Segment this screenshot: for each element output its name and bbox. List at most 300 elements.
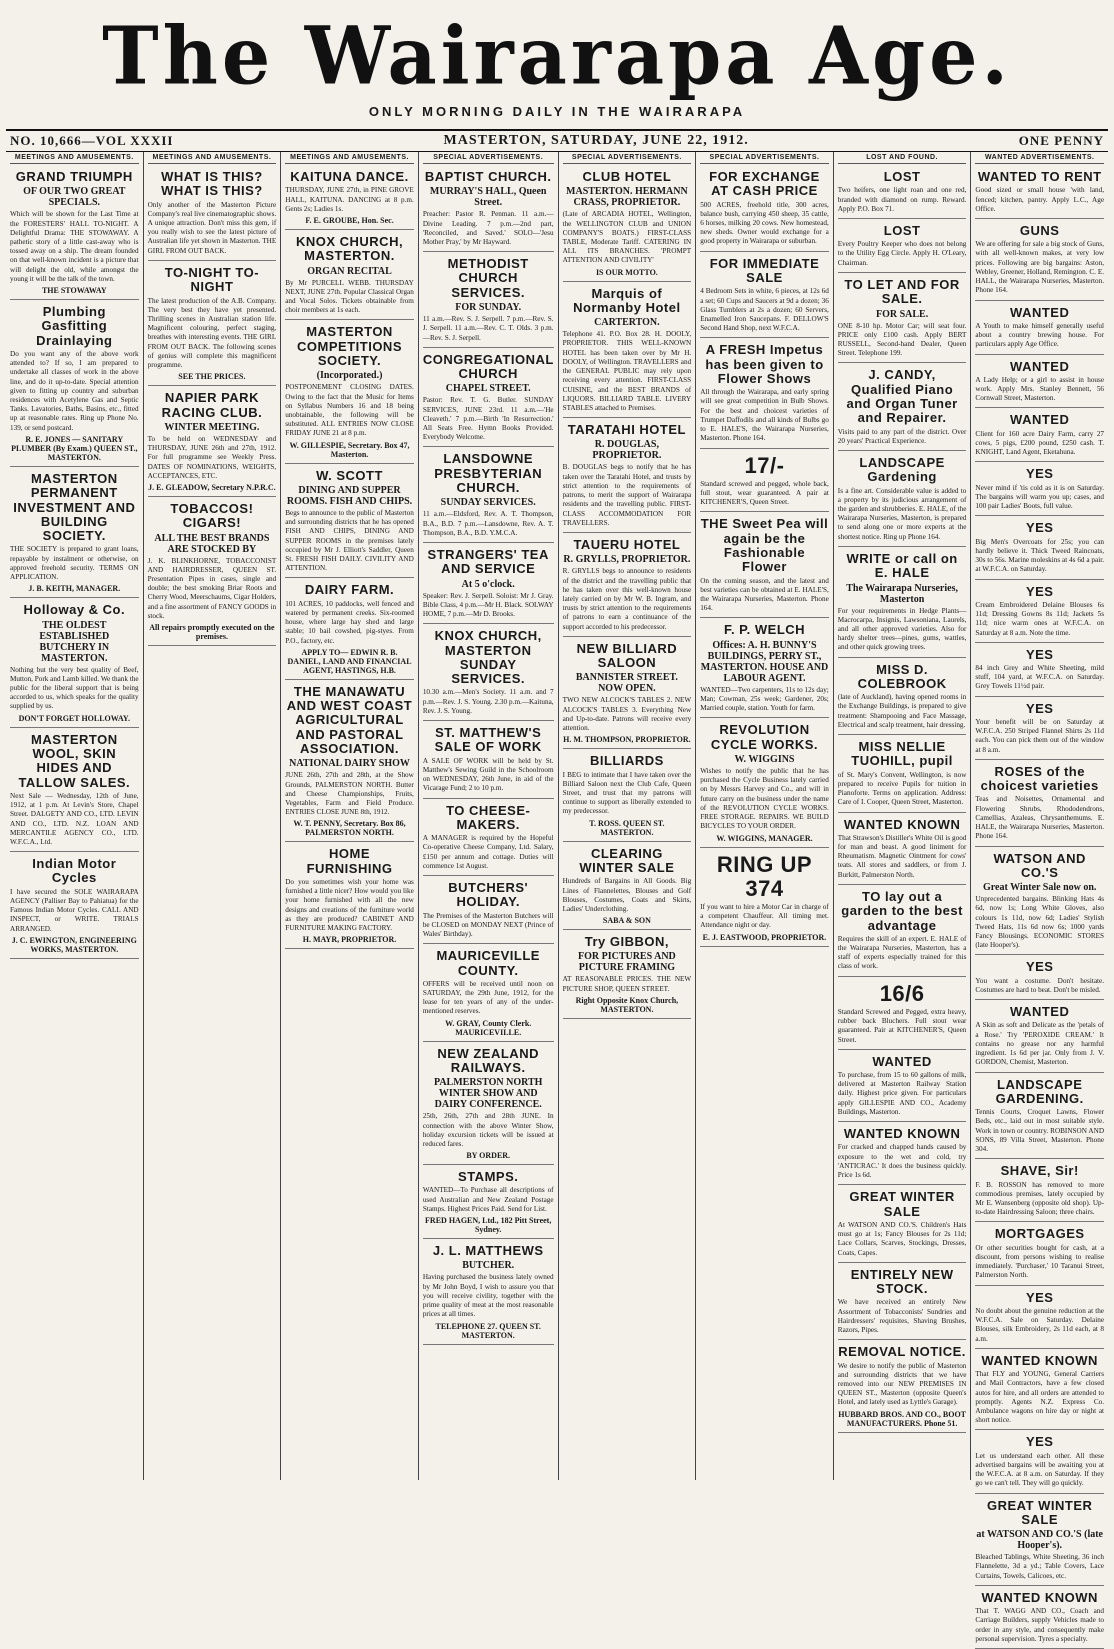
advertisement [423, 167, 554, 252]
ad-title: REVOLUTION CYCLE WORKS. [710, 722, 819, 752]
ad-title: MASTERTON COMPETITIONS SOCIETY. [297, 324, 402, 369]
ad-title: GRAND TRIUMPH [15, 169, 133, 184]
ad-title: WANTED [1010, 304, 1070, 320]
ad-body: You want a costume. Don't hesitate. Costumes are hard to beat. Don't be misled. [975, 976, 1105, 994]
advertisement [975, 957, 1104, 1000]
ad-title: J. CANDY, Qualified Piano and Organ Tuner and Repairer. [846, 367, 958, 426]
ad-signature: T. ROSS. QUEEN ST. MASTERTON. [589, 818, 665, 837]
ad-title: MORTGAGES [994, 1226, 1085, 1242]
ad-title: TO lay out a garden to the best advantage [841, 888, 963, 933]
advertisement [838, 167, 967, 219]
column-heading: MEETINGS AND AMUSEMENTS. [10, 154, 139, 164]
advertisement [975, 303, 1104, 355]
ad-title: Plumbing Gasfitting Drainlaying [36, 304, 113, 348]
ad-title: MAURICEVILLE COUNTY. [436, 948, 540, 978]
masthead-title: The Wairarapa Age. [102, 8, 1012, 102]
ad-body: Visits paid to any part of the district. Over 20 years' Practical Experience. [837, 427, 967, 445]
ad-body: Next Sale — Wednesday, 12th of June, 1912, at 1 p.m. At Levin's Store, Chapel Street. DALGETY AND CO., LTD. LEVIN AND CO., LTD. N.Z. LOAN AND MERCANTILE AGENCY CO., LTD. W.F.C.A., Ltd. [10, 791, 139, 846]
ad-body: Do you want any of the above work attended to? If so, I am prepared to undertake all classes of work in the above line, and do it up-to-date. Special attention given to fitting up country and suburban residences with Acetylene Gas and Septic Tanks. Lavatories, Baths, Basins, etc., fitted up at reasonable rates. Ring up Phone No. 139, or send postcard. [10, 349, 139, 432]
ad-body: To be held on WEDNESDAY and THURSDAY, JUNE 26th and 27th, 1912. For full programme see Weekly Press. DATES OF NOMINATIONS, WEIGHTS, ACCEPTANCES, ETC. [147, 434, 277, 480]
column-heading: MEETINGS AND AMUSEMENTS. [148, 154, 277, 164]
ad-subtitle: CHAPEL STREET. [445, 383, 531, 395]
advertisement [423, 946, 554, 1041]
advertisement [975, 464, 1104, 516]
ad-body: POSTPONEMENT CLOSING DATES. Owing to the fact that the Music for Items on Syllabus Numbers 16 and 18 being unobtainable, the following will be substituted. ALL ENTRIES NOW CLOSE FRIDAY JUNE 21 at 8 p.m. [285, 383, 414, 438]
advertisement [700, 167, 829, 252]
ad-title: WANTED KNOWN [981, 1352, 1098, 1368]
ad-title: CLEARING WINTER SALE [579, 845, 675, 875]
ad-body: Speaker: Rev. J. Serpell. Soloist: Mr J. Gray. Bible Class, 4 p.m.—Mr H. Black. SOLWAY HOME, 7 p.m.—Mr D. Brooks. [422, 591, 554, 618]
advertisement [700, 451, 829, 513]
ad-body: The latest production of the A.B. Company. The very best they have yet presented. Thrilling scenes in Australian station life. Magnificent colouring, perfect staging, breathes with interesting events. THE GIRL FROM OUT BACK. The following scenes of genius will complete this magnificent programme. [147, 296, 277, 370]
ad-title: HOME FURNISHING [306, 846, 393, 876]
ad-title: TAUERU HOTEL [573, 537, 681, 552]
ad-title: STAMPS. [458, 1169, 519, 1185]
ad-signature: W. WIGGINS, MANAGER. [716, 833, 813, 843]
ad-title: KNOX CHURCH, MASTERTON SUNDAY SERVICES. [434, 628, 542, 687]
ad-body: Only another of the Masterton Picture Company's real live cinematographic shows. A unique attraction. Don't miss this gem, if you really wish to see the latest picture of Australian life yet shown in Masterton. THE GIRL FROM OUT BACK. [147, 200, 277, 255]
advertisement [10, 854, 139, 959]
ad-title: YES [1025, 700, 1054, 716]
ad-body: THE SOCIETY is prepared to grant loans, repayable by instalment or otherwise, on approved freehold security. TERMS ON APPLICATION. [10, 545, 139, 582]
ad-signature: THE STOWAWAY [41, 286, 107, 296]
ad-title: REMOVAL NOTICE. [838, 1344, 966, 1360]
ad-title: YES [1025, 583, 1054, 599]
ad-body: We desire to notify the public of Masterton and surrounding districts that we have removed into our NEW PREMISES IN QUEEN ST., Masterton (opposite Queen's Hotel, and lately used as Lyttle's Garage). [837, 1361, 967, 1407]
ad-subtitle: BANNISTER STREET. NOW OPEN. [575, 672, 678, 695]
ad-title: YES [1025, 959, 1054, 975]
ad-body: That T. WAGG AND CO., Coach and Carriage Builders, supply Vehicles made to order in any style, and consequently make personal supervision. Tyres a specialty. [975, 1607, 1105, 1643]
ad-body: R. GRYLLS begs to announce to residents of the district and the travelling public that he has taken over this well-known house lately carried on by Mr W. B. Ingram, and trusts by strict attention to the requirements of patrons to earn a continuance of the support accorded to his predecessor. [562, 567, 692, 631]
ad-body: A Skin as soft and Delicate as the 'petals of a Rose.' Try 'PEROXIDE CREAM.' It contains no grease nor any harmful ingredient. 1s 6d per jar. Only from J. V. GORDON, Chemist, Masterton. [975, 1021, 1105, 1067]
ad-title: FOR EXCHANGE AT CASH PRICE [709, 169, 820, 199]
column-8 [971, 152, 1108, 1643]
dateline: MASTERTON, SATURDAY, JUNE 22, 1912. [443, 133, 749, 148]
advertisement [975, 699, 1104, 760]
advertisement [975, 221, 1104, 301]
ad-body: We have received an entirely New Assortment of Tobacconists' Sundries and Hairdressers' requisites, Shaving Brushes, Razors, Pipes. [837, 1298, 967, 1335]
ad-title: 16/6 [879, 980, 925, 1006]
ad-subtitle: R. DOUGLAS, PROPRIETOR. [592, 439, 662, 462]
ad-body: All through the Wairarapa, and early spring will see great competition in Bulb Shows. For the best and choicest varieties of Trumpet Daffodils and all kinds of Bulbs go to E. HALE'S, the Wairarapa Nurseries, Masterton. Phone 164. [700, 388, 829, 443]
advertisement [10, 730, 139, 853]
issue-number: NO. 10,666—VOL XXXII [10, 133, 174, 148]
ad-title: ENTIRELY NEW STOCK. [850, 1266, 954, 1297]
ad-title: YES [1025, 646, 1054, 662]
ad-signature: E. J. EASTWOOD, PROPRIETOR. [702, 932, 827, 942]
ad-body: Wishes to notify the public that he has purchased the Cycle Business lately carried on by Messrs Harvey and Co., and will in future carry on the business under the name of the REVOLUTION CYCLE WORKS. FREE STORAGE. REPAIRS. WE BUILD BICYCLES TO YOUR ORDER. [700, 767, 829, 831]
ad-body: I have secured the SOLE WAIRARAPA AGENCY (Palliser Bay to Pahiatua) for the Famous Indian Motor Cycles. CALL AND INSPECT, or WRITE. TRIALS ARRANGED. [10, 887, 139, 933]
ad-body: On the coming season, and the latest and best varieties can be obtained at E. HALE'S, the Wairarapa Nurseries, Masterton. Phone 164. [700, 576, 829, 613]
ad-body: No doubt about the genuine reduction at the W.F.C.A. Sale on Saturday. Delaine Blouses, silk Embroidery, 2s 11d each, at 8 a.m. [975, 1306, 1105, 1343]
advertisement [975, 1002, 1104, 1072]
advertisement [975, 1432, 1104, 1493]
ad-title: WANTED KNOWN [843, 1126, 961, 1142]
advertisement [700, 720, 829, 847]
ad-title: LANSDOWNE PRESBYTERIAN CHURCH. [434, 451, 543, 495]
column-6 [696, 152, 834, 1480]
ad-title: STRANGERS' TEA AND SERVICE [427, 546, 549, 577]
column-3 [281, 152, 419, 1480]
ad-signature: H. M. THOMPSON, PROPRIETOR. [563, 735, 691, 745]
column-heading: SPECIAL ADVERTISEMENTS. [423, 154, 554, 164]
ad-signature: W. T. PENNY, Secretary. Box 86, PALMERSTON NORTH. [293, 819, 406, 838]
column-5 [559, 152, 697, 1480]
advertisement [838, 275, 967, 363]
ad-title: CLUB HOTEL [582, 169, 672, 184]
ad-title: WANTED [1010, 358, 1070, 374]
ad-body: 101 ACRES, 10 paddocks, well fenced and watered by permanent creeks. Six-roomed house, where large hay shed and large stable; 10 bail cowshed, pig-styes. From P.O., factory, etc. [285, 599, 414, 645]
ad-title: FOR IMMEDIATE SALE [709, 255, 820, 285]
column-heading: WANTED ADVERTISEMENTS. [975, 154, 1104, 164]
ad-body: Do you sometimes wish your home was furnished a little nicer? How would you like your home furnished with all the new designs and creations of the furniture world as they are produced? CABINET AND FURNITURE MAKING FACTORY. [285, 878, 414, 933]
ad-signature: Right Opposite Knox Church, MASTERTON. [575, 995, 679, 1014]
ad-signature: J. B. KEITH, MANAGER. [28, 584, 121, 594]
ad-subtitle: R. GRYLLS, PROPRIETOR. [563, 554, 691, 566]
ad-title: METHODIST CHURCH SERVICES. [447, 256, 529, 300]
ad-title: YES [1025, 1434, 1054, 1450]
ad-body: For your requirements in Hedge Plants—Macrocarpa, Insignis, Lawsoniana, Laurels, and all other approved varieties. Also for hardy shelter trees—pines, gums, wattles, and other quick growing trees. [837, 606, 967, 652]
ad-title: MASTERTON PERMANENT INVESTMENT AND BUILDING SOCIETY. [13, 470, 136, 544]
advertisement [975, 518, 1104, 579]
advertisement [700, 850, 829, 947]
ad-body: By Mr PURCELL WEBB. THURSDAY NEXT, JUNE 27th. Popular Classical Organ and Vocal Solos. Tickets obtainable from choir members at 1s each. [285, 278, 414, 315]
ad-subtitle: FOR PICTURES AND PICTURE FRAMING [577, 951, 676, 974]
advertisement [975, 645, 1104, 697]
ad-title: WANTED TO RENT [977, 169, 1102, 184]
ad-body: 84 inch Grey and White Sheeting, mild stuff, 104 yard, at W.F.C.A. on Saturday. Grey Towels 11½d pair. [975, 664, 1105, 691]
ad-title: WANTED KNOWN [981, 1589, 1098, 1605]
ad-body: Telephone 41. P.O. Box 28. H. DOOLY, PROPRIETOR. THIS WELL-KNOWN HOTEL has been taken over by Mr H. DOOLY, of Wellington. TRAVELLERS and the GENERAL PUBLIC may rely upon receiving every attention. FIRST-CLASS CUISINE, and the BEST BRANDS of LIQUORS. BILLIARD TABLE. LIVERY STABLES attached to Premises. [562, 330, 692, 412]
advertisement [838, 549, 967, 658]
ad-body: Which will be shown for the Last Time at the FORESTERS' HALL TO-NIGHT. A Delightful Drama: THE STOWAWAY. A pathetic story of a little cast-away who is tossed away on a ship. The dream founded on that well-known incident is a picture that will delight the old, while amongst the young it will be the talk of the town. [10, 210, 139, 283]
ad-body: OFFERS will be received until noon on SATURDAY, the 29th June, 1912, for the lease for ten years of any of the under-mentioned reserves. [422, 979, 554, 1016]
ad-body: Teas and Noisettes, Ornamental and Flowering Shrubs, Rhododendrons, Camellias, Azaleas, Chrysanthemums. E. HALE, the Wairarapa Nurseries, Masterton. Phone 164. [975, 795, 1105, 841]
ad-body: Never mind if 'tis cold as it is on Saturday. The bargains will warm you up; cases, and 100 pair Ladies' Boots, full value. [975, 483, 1105, 511]
ad-body: At WATSON AND CO.'S. Children's Hats must go at 1s; Fancy Blouses for 2s 11d; Lace Collars, Scarves, Stockings, Dresses, Coats, Capes. [837, 1220, 967, 1257]
ad-body: A Lady Help; or a girl to assist in house work. Apply Mrs. Stanley Bennett, 56 Cornwall Street, Masterton. [975, 375, 1105, 403]
ad-body: Bleached Tablings, White Sheeting, 36 inch Flannelette, 3d a yd.; Table Covers, Lace Curtains, Towels, Calicoes, etc. [975, 1553, 1105, 1580]
ad-title: YES [1025, 1289, 1054, 1305]
ad-signature: R. E. JONES — SANITARY PLUMBER (By Exam.) QUEEN ST., MASTERTON. [11, 434, 138, 462]
column-4 [419, 152, 559, 1480]
ad-body: Nothing but the very best quality of Beef, Mutton, Pork and Lamb killed. We thank the public for the liberal support that is being accorded to us, which speaks for the quality supplied by us. [10, 665, 139, 711]
ad-title: MASTERTON WOOL, SKIN HIDES AND TALLOW SALES. [18, 731, 131, 790]
ad-title: GUNS [1019, 222, 1060, 238]
ad-body: Every Poultry Keeper who does not belong to the Utility Egg Circle. Apply H. O'Leary, Chairman. [837, 240, 967, 267]
ad-subtitle: PALMERSTON NORTH WINTER SHOW AND DAIRY CONFERENCE. [433, 1077, 543, 1111]
advertisement [838, 1187, 967, 1262]
advertisement [563, 167, 692, 282]
ad-body: Tennis Courts, Croquet Lawns, Flower Beds, etc., laid out in most suitable style. Work in town or country. ROBINSON AND SONS, 89 Villa Street, Masterton. Phone 304. [975, 1108, 1105, 1154]
ad-title: THE Sweet Pea will again be the Fashionable Flower [700, 516, 829, 575]
ad-body: Is a fine art. Considerable value is added to a property by its judicious arrangement of the garden and shrubberies. E. HALE, of the Wairarapa Nurseries, Masterton, is prepared to send along one or more experts at the shortest notice. Ring up Phone 164. [837, 486, 967, 541]
ad-body: 500 ACRES, freehold title, 300 acres, balance bush, carrying 450 sheep, 35 cattle, 6 horses, milking 20 cows. New homestead, new sheds. Owner would exchange for a good property in Wairarapa or suburban. [700, 200, 829, 246]
ad-body: Pastor: Rev. T. G. Butler. SUNDAY SERVICES, JUNE 23rd. 11 a.m.—'He Cleaveth.' 7 p.m.—Birth 'In Resurrection.' All Seats Free. Hymn Books Provided. Everybody Welcome. [422, 396, 554, 442]
advertisement [423, 449, 554, 543]
ad-subtitle: NATIONAL DAIRY SHOW [289, 758, 410, 770]
ad-body: JUNE 26th, 27th and 28th, at the Show Grounds, PALMERSTON NORTH. Butter and Cheese Championships, Fruits, Vegetables, Farm and Field Produce. ENTRIES CLOSE JUNE 8th, 1912. [285, 771, 414, 817]
ad-body: Standard Screwed and Pegged, extra heavy, rubber back Bluchers. Full stout wear guaranteed. Pair at KITCHENER'S, Queen Street. [837, 1007, 967, 1044]
ad-body: Having purchased the business lately owned by Mr John Boyd, I wish to assure you that you will receive civility, together with the prime quality of meat at the most reasonable prices at all times. [422, 1273, 554, 1319]
advertisement [975, 1224, 1104, 1285]
column-heading: MEETINGS AND AMUSEMENTS. [285, 154, 414, 164]
ad-body: Standard screwed and pegged, whole back, full stout, wear guaranteed. A pair at KITCHENER'S, Queen Street. [700, 479, 829, 507]
ad-title: LANDSCAPE Gardening [859, 455, 945, 485]
advertisement [838, 1124, 967, 1185]
ad-body: Requires the skill of an expert. E. HALE of the Wairarapa Nurseries, Masterton, has a staff of experts especially trained for this class of work. [837, 934, 967, 971]
ad-body: 4 Bedroom Sets in white, 6 pieces, at 12s 6d a set; 60 Cups and Saucers at 9d a dozen; 36 Glass Tumblers at 2s a dozen; 60 Servers, Enamelled Iron Saucepans. F. DELLOW'S Second Hand Shop, next W.F.C.A. [700, 287, 829, 333]
ad-body: Hundreds of Bargains in All Goods. Big Lines of Flannelettes, Blouses and Golf Blouses, Costumes, Coats and Skirts, Ladies' Underclothing. [562, 877, 692, 913]
ad-title: CONGREGATIONAL CHURCH [422, 351, 554, 382]
advertisement [423, 1241, 554, 1344]
ad-title: WRITE or call on E. HALE [846, 550, 958, 581]
ad-title: LANDSCAPE GARDENING. [995, 1076, 1084, 1106]
ad-subtitle: WINTER MEETING. [164, 421, 260, 433]
ad-body: Begs to announce to the public of Masterton and surrounding districts that he has opened FISH AND CHIPS, DINING AND SUPPER ROOMS in the premises lately occupied by Mr J. Elliott's Saddler, Queen St. FRESH FISH DAILY. CIVILITY AND ATTENTION. [285, 508, 414, 573]
ad-body: Good sized or small house 'with land, fenced; kitchen, pantry. Apply L.C., Age Office. [975, 186, 1105, 213]
advertisement [423, 254, 554, 348]
advertisement [975, 167, 1104, 219]
ad-body: 10.30 a.m.—Men's Society. 11 a.m. and 7 p.m.—Rev. J. S. Young. 2.30 p.m.—Kaituna, Rev. J. S. Young. [422, 688, 554, 715]
ad-title: WATSON AND CO.'S [993, 850, 1086, 880]
advertisement [563, 420, 692, 533]
advertisement [285, 682, 414, 843]
ad-title: YES [1025, 520, 1054, 536]
advertisement [563, 284, 692, 419]
advertisement [423, 878, 554, 944]
advertisement [975, 1351, 1104, 1431]
ad-title: TOBACCOS! CIGARS! [170, 500, 254, 531]
ad-title: SHAVE, Sir! [1000, 1163, 1079, 1179]
ad-body: THURSDAY, JUNE 27th, in PINE GROVE HALL, KAITUNA. DANCING at 8 p.m. Gents 2s; Ladies 1s. [285, 186, 414, 213]
advertisement [563, 535, 692, 637]
ad-title: WANTED KNOWN [843, 816, 961, 832]
ad-title: TO CHEESE-MAKERS. [446, 802, 531, 832]
ad-body: If you want to hire a Motor Car in charge of a competent Chauffeur. All timing met. Attendance night or day. [700, 902, 829, 930]
ad-body: Or other securities bought for cash, at a discount, from persons wishing to realise immediately. 'Purchaser,' 10 Taranui Street, Palmerston North. [975, 1243, 1105, 1280]
advertisement [975, 849, 1104, 956]
advertisement [838, 1342, 967, 1432]
ad-subtitle: OF OUR TWO GREAT SPECIALS. [23, 186, 126, 209]
ad-title: BILLIARDS [589, 753, 664, 769]
advertisement [563, 751, 692, 841]
ad-body: 25th, 26th, 27th and 28th JUNE. In connection with the above Winter Show, holiday excursion tickets will be issued at reduced fares. [422, 1112, 554, 1148]
ad-title: Try GIBBON, [584, 934, 669, 950]
ad-subtitle: BUTCHER. [462, 1260, 515, 1272]
ad-title: 17/- [744, 452, 785, 478]
ad-title: MISS NELLIE TUOHILL, pupil [851, 739, 953, 769]
ad-title: YES [1025, 466, 1054, 482]
ad-body: F. B. ROSSON has removed to more commodious premises, lately occupied by Mr E. Wansenberg (opposite old shop). Up-to-date Hairdressing Saloon; three chairs. [975, 1180, 1105, 1217]
ad-body: Preacher: Pastor R. Penman. 11 a.m.—Divine Leading. 7 p.m.—2nd part, 'Reconciled, and Saved.' SOLO—'Jesu Mother Pray,' by Mr Hayward. [422, 210, 554, 246]
ad-subtitle: Great Winter Sale now on. [982, 882, 1097, 894]
advertisement [838, 453, 967, 547]
ad-body: Cream Embroidered Delaine Blouses 6s 11d; Dressing Gowns 8s 11d; Jackets 5s 11d; nice warm ones at W.F.C.A. on Saturday at 8 a.m. Note the time. [975, 600, 1105, 637]
ad-title: Holloway & Co. [23, 602, 126, 618]
ad-title: J. L. MATTHEWS [432, 1243, 544, 1259]
ad-body: To purchase, from 15 to 60 gallons of milk, delivered at Masterton Railway Station daily. Highest price given. For particulars apply GILLESPIE AND CO., Academy Buildings, Masterton. [837, 1071, 967, 1116]
advertisement [975, 762, 1104, 847]
ad-title: A FRESH Impetus has been given to Flower Shows [705, 342, 824, 386]
advertisement [838, 1265, 967, 1340]
ad-body: WANTED—Two carpenters, 11s to 12s day; Man; Cowman, 25s week; Gardener, 20s; Married couple, station. Youth for farm. [700, 685, 829, 713]
advertisement [838, 660, 967, 735]
advertisement [975, 1075, 1104, 1160]
ad-subtitle: Offices: A. H. BUNNY'S BUILDINGS, PERRY ST., MASTERTON. HOUSE AND LABOUR AGENT. [700, 639, 829, 684]
ad-body: J. K. BLINKHORNE, TOBACCONIST AND HAIRDRESSER, QUEEN ST. Presentation Pipes in cases, single and double; the best smoking Briar Roots and Cherry Wood, Meerschaums, Cigar Holders, and a fine assortment of FANCY GOODS in stock. [147, 556, 277, 620]
column-7 [834, 152, 972, 1480]
ad-title: TARATAHI HOTEL [567, 422, 686, 438]
ad-title: MISS D. COLEBROOK [857, 661, 947, 691]
ad-body: A MANAGER is required by the Hopeful Co-operative Cheese Company, Ltd. Salary, £150 per annum and cottage. Duties will commence 1st August. [422, 834, 554, 870]
ad-subtitle: ORGAN RECITAL [307, 265, 392, 277]
price: ONE PENNY [1018, 133, 1104, 148]
ad-body: Unprecedented bargains. Blinking Hats 4s 6d, now 1s; Long White Gloves, also colours 1s 11d, now 6d; Ladies' Stylish Tweed Hats, 11s 6d now 6s; 1000 yards Fancy Blousings. ECONOMIC STORES (late Hooper's). [975, 895, 1105, 950]
advertisement [10, 167, 139, 300]
advertisement [838, 1052, 967, 1122]
ad-body: 11 a.m.—Rev. S. J. Serpell. 7 p.m.—Rev. S. J. Serpell. 11 a.m.—Rev. C. T. Olds. 3 p.m.—Rev. S. J. Serpell. [422, 315, 554, 342]
ad-signature: SEE THE PRICES. [178, 372, 246, 382]
ad-signature: SABA & SON [602, 916, 651, 926]
ad-body: ONE 8-10 hp. Motor Car; will seat four. PRICE only £100 cash. Apply BERT RUSSELL, Second-hand Dealer, Queen Street. Telephone 199. [837, 321, 967, 358]
ad-title: BAPTIST CHURCH. [424, 169, 552, 184]
ad-signature: HUBBARD BROS. AND CO., BOOT MANUFACTURERS. Phone 51. [838, 1409, 966, 1428]
ad-body: We are offering for sale a big stock of Guns, with all well-known makes, at very low prices. Following are big bargains: Aston, Webley, Greener, Holland, Remington. C. E. HALL, the Wairarapa Nurseries, Masterton. Phone 164. [975, 240, 1105, 295]
advertisement [285, 466, 414, 579]
advertisement [838, 221, 967, 273]
ad-title: WANTED [1010, 412, 1070, 428]
ad-subtitle: SUNDAY SERVICES. [440, 497, 536, 509]
ad-subtitle: (Incorporated.) [316, 370, 383, 382]
masthead-tagline: ONLY MORNING DAILY IN THE WAIRARAPA [368, 104, 746, 119]
ad-body: AT REASONABLE PRICES. THE NEW PICTURE SHOP, QUEEN STREET. [562, 975, 692, 993]
columns [6, 152, 1108, 1643]
advertisement [285, 844, 414, 949]
ad-body: (late of Auckland), having opened rooms in the Exchange Buildings, is prepared to give treatment: Shampooing and Face Massage, Electrical and scalp treatment, hair dressing. [837, 693, 967, 729]
ad-signature: APPLY TO— EDWIN R. B. DANIEL, LAND AND FINANCIAL AGENT, HASTINGS, H.B. [287, 647, 412, 675]
advertisement [838, 979, 967, 1050]
ad-title: Indian Motor Cycles [32, 856, 117, 886]
ad-body: Your benefit will be on Saturday at W.F.C.A. 250 Striped Flannel Shirts 2s 11d each. You can pick them out of the window at 8 a.m. [975, 717, 1105, 754]
ad-body: That Strawson's Distiller's White Oil is good for man and beast. A good liniment for Rheumatism. Magnetic Ointment for cows' teats. All stores and saddlers, or from J. Burkitt, Palmerston North. [837, 833, 967, 879]
ad-signature: BY ORDER. [466, 1151, 511, 1161]
ad-signature: DON'T FORGET HOLLOWAY. [18, 713, 130, 723]
ad-signature: J. C. EWINGTON, ENGINEERING WORKS, MASTERTON. [11, 935, 137, 954]
advertisement [700, 340, 829, 448]
ad-body: For cracked and chapped hands caused by exposure to the wet and cold, try 'ANTICRAC.' It does the business quickly. Price 1s 6d. [837, 1143, 967, 1180]
ad-body: That FLY and YOUNG, General Carriers and Mail Contractors, have a few closed autos for hire, and all orders are attended to promptly. Agents N.Z. Express Co. Ambulance wagons on hire day or night at short notice. [975, 1370, 1105, 1425]
ad-body: of St. Mary's Convent, Wellington, is now prepared to receive Pupils for tuition in Pianoforte. Terms on application. Address: Care of I. Cooper, Queen Street, Masterton. [837, 770, 967, 807]
advertisement [975, 1588, 1104, 1649]
ad-title: F. P. WELCH [723, 622, 806, 638]
ad-body: Big Men's Overcoats for 25s; you can hardly believe it. Thick Tweed Raincoats, 30s to 56s. Marine moleskins at 4s 6d a pair. at W.F.C.A. on Saturday. [975, 537, 1105, 574]
ad-signature: J. E. GLEADOW, Secretary N.P.R.C. [148, 482, 276, 492]
ad-title: KAITUNA DANCE. [290, 169, 409, 184]
ad-title: ST. MATTHEW'S SALE OF WORK [434, 725, 542, 755]
ad-subtitle: The Wairarapa Nurseries, Masterton [846, 582, 958, 605]
column-heading: SPECIAL ADVERTISEMENTS. [700, 154, 829, 164]
ad-body: (Late of ARCADIA HOTEL, Wellington, the WELLINGTON CLUB and UNION COMPANY'S BOATS.) FIRST-CLASS TABLE, Moderate Tariff. CATERING IN ALL ITS BRANCHES. 'PROMPT ATTENTION AND CIVILITY' [562, 210, 692, 265]
advertisement [423, 1044, 554, 1165]
masthead-title-wrap [6, 0, 1108, 110]
ad-title: RING UP 374 [716, 851, 813, 901]
ad-title: LOST [883, 222, 921, 238]
advertisement [563, 932, 692, 1019]
ad-subtitle: At 5 o'clock. [461, 578, 515, 590]
ad-subtitle: W. WIGGINS [734, 754, 795, 766]
ad-subtitle: at WATSON AND CO.'S (late Hooper's). [976, 1529, 1103, 1552]
ad-signature: W. GRAY, County Clerk. MAURICEVILLE. [445, 1018, 532, 1037]
advertisement [838, 887, 967, 977]
ad-body: Two heifers, one light roan and one red, branded with diamond on rump. Reward. Apply P.O. Box 71. [837, 186, 967, 213]
ad-title: TO LET AND FOR SALE. [844, 276, 960, 307]
ad-subtitle: FOR SALE. [875, 308, 929, 320]
ad-signature: TELEPHONE 27. QUEEN ST. MASTERTON. [435, 1321, 541, 1340]
advertisement [975, 1496, 1104, 1586]
ad-body: A SALE OF WORK will be held by St. Matthew's Sewing Guild in the Schoolroom on WEDNESDAY, 26th June, in aid of the Vicarage Fund; 2 to 10 p.m. [422, 756, 554, 793]
advertisement [423, 545, 554, 624]
advertisement [700, 620, 829, 718]
advertisement [423, 626, 554, 721]
ad-body: I BEG to intimate that I have taken over the Billiard Saloon next the Club Cafe, Queen Street, and trust that my patrons will continue to support as liberally extended to my predecessor. [562, 770, 692, 816]
advertisement [838, 365, 967, 451]
ad-title: NEW ZEALAND RAILWAYS. [437, 1045, 539, 1075]
advertisement [148, 388, 277, 497]
ad-title: TO-NIGHT TO-NIGHT [164, 264, 260, 295]
advertisement [285, 167, 414, 230]
ad-body: Let us understand each other. All these advertised bargains will be awaiting you at the W.F.C.A. at 8 a.m. on Saturday. If they go we can't tell. They will go quickly. [975, 1451, 1105, 1488]
ad-title: GREAT WINTER SALE [987, 1497, 1093, 1527]
ad-title: NAPIER PARK RACING CLUB. [161, 390, 263, 420]
advertisement [148, 499, 277, 646]
ad-signature: W. GILLESPIE, Secretary. Box 47, Masterton. [289, 440, 410, 459]
advertisement [148, 263, 277, 386]
advertisement [10, 469, 139, 598]
advertisement [563, 639, 692, 749]
advertisement [423, 723, 554, 798]
ad-subtitle: DINING AND SUPPER ROOMS. FISH AND CHIPS. [286, 484, 413, 507]
ad-body: B. DOUGLAS begs to notify that he has taken over the Taratahi Hotel, and trusts by strict attention to the requirements of patrons, to merit the support of Wairarapa residents and the travelling public. FIRST-CLASS ACCOMMODATION FOR TRAVELLERS. [562, 463, 692, 527]
ad-body: The Premises of the Masterton Butchers will be CLOSED on MONDAY NEXT (Prince of Wales' Birthday). [422, 911, 554, 939]
advertisement [285, 580, 414, 679]
ad-signature: FRED HAGEN, Ltd., 182 Pitt Street, Sydney. [425, 1216, 552, 1235]
ad-subtitle: MURRAY'S HALL, Queen Street. [429, 186, 547, 209]
advertisement [423, 801, 554, 876]
ad-title: NEW BILLIARD SALOON [576, 640, 678, 671]
ad-title: GREAT WINTER SALE [849, 1189, 955, 1219]
advertisement [285, 322, 414, 463]
advertisement [975, 357, 1104, 409]
ad-title: Marquis of Normanby Hotel [573, 285, 681, 315]
advertisement [975, 1288, 1104, 1349]
masthead [6, 0, 1108, 152]
column-2 [144, 152, 282, 1480]
column-heading: SPECIAL ADVERTISEMENTS. [563, 154, 692, 164]
ad-signature: F. E. GROUBE, Hon. Sec. [305, 215, 394, 225]
advertisement [423, 350, 554, 448]
ad-title: WANTED [872, 1053, 932, 1069]
ad-signature: H. MAYR, PROPRIETOR. [302, 935, 397, 945]
advertisement [975, 1161, 1104, 1222]
advertisement [838, 737, 967, 812]
ad-subtitle: THE OLDEST ESTABLISHED BUTCHERY IN MASTERTON. [39, 619, 110, 664]
advertisement [10, 600, 139, 727]
ad-title: WHAT IS THIS? WHAT IS THIS? [161, 169, 263, 199]
advertisement [285, 232, 414, 320]
ad-subtitle: CARTERTON. [594, 317, 660, 329]
column-1 [6, 152, 144, 1480]
